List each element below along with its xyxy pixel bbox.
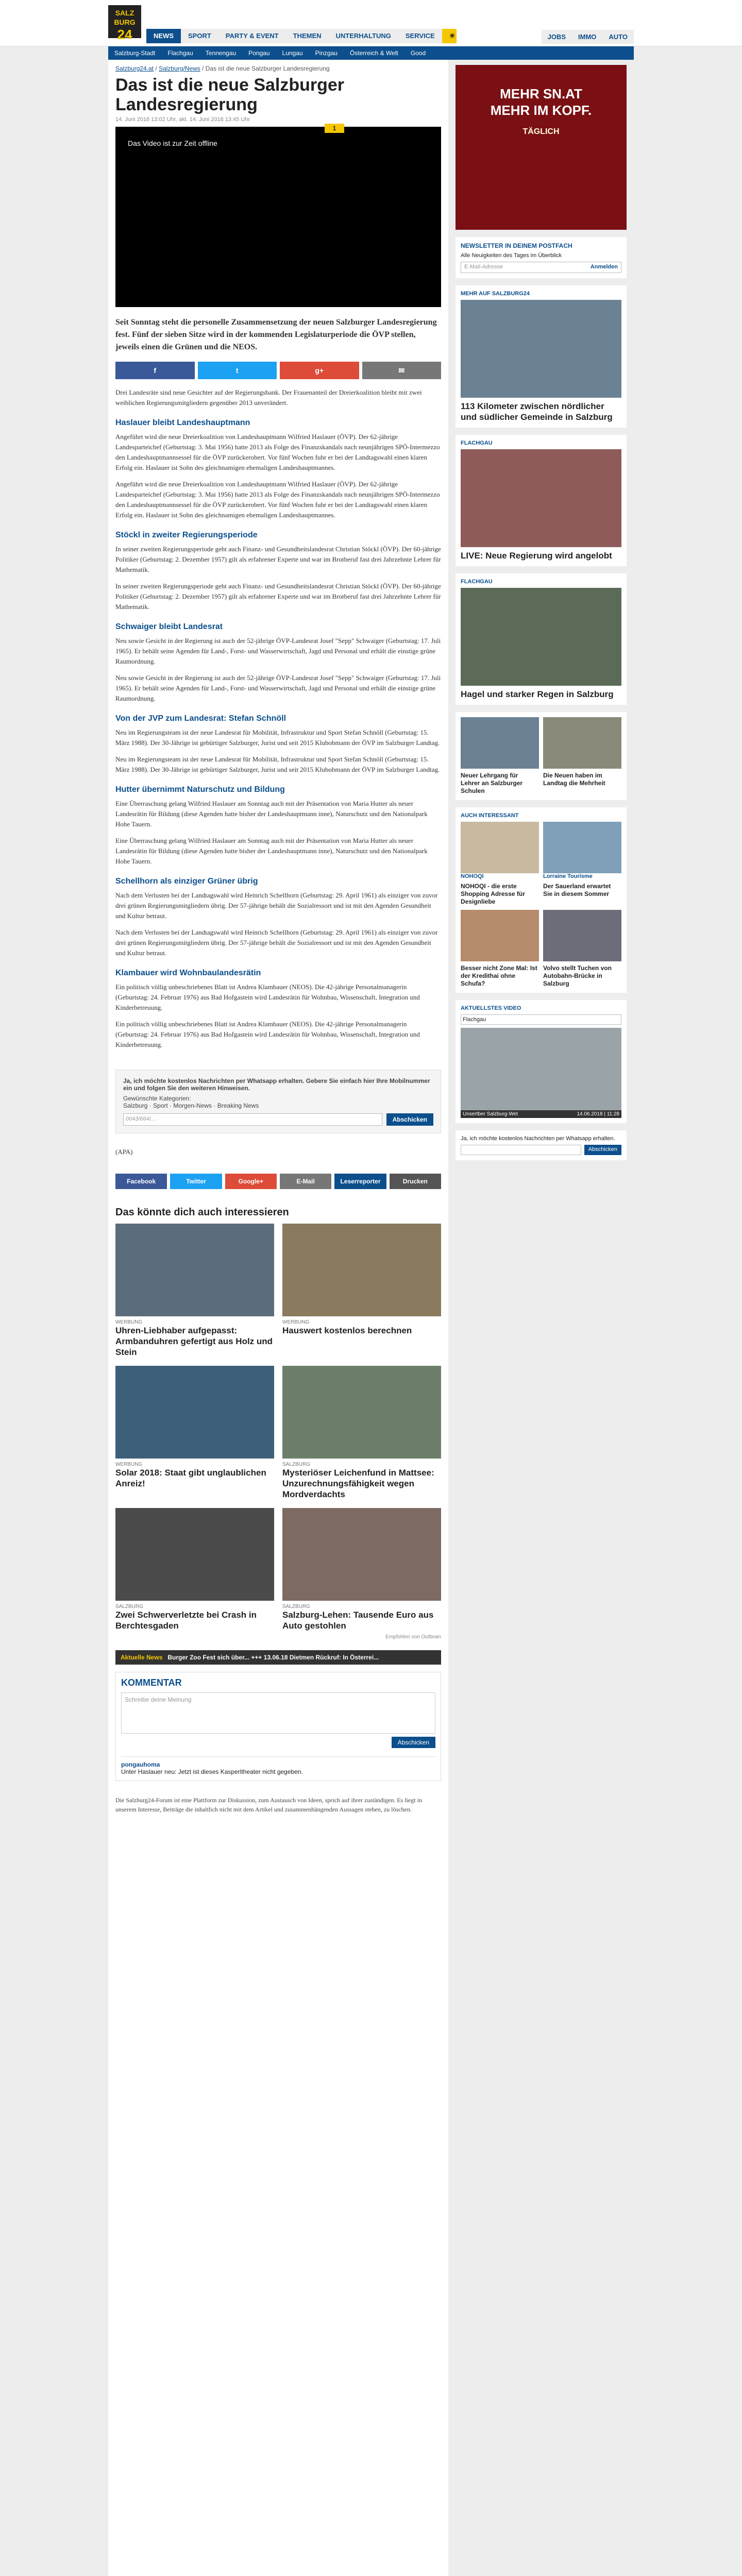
related-title: Zwei Schwerverletzte bei Crash in Berchtesgaden xyxy=(115,1610,257,1631)
related-card[interactable] xyxy=(282,1508,441,1631)
facebook-button[interactable]: Facebook xyxy=(115,1174,167,1189)
related-title: Hauswert kostenlos berechnen xyxy=(282,1326,412,1335)
teaser-label: MEHR AUF SALZBURG24 xyxy=(461,291,530,297)
related-card[interactable] xyxy=(115,1224,274,1358)
teaser-title: 113 Kilometer zwischen nördlicher und südlicher Gemeinde in Salzburg xyxy=(461,401,613,422)
interesting-box xyxy=(456,807,627,993)
whatsapp-title: Ja, ich möchte kostenlos Nachrichten per Whatsapp erhalten. Gebere Sie einfach hier Ihre Mobilnummer ein und folgen Sie den weiteren Hinweisen. xyxy=(123,1077,430,1092)
newsletter-text: Alle Neuigkeiten des Tages im Überblick xyxy=(461,252,562,259)
forum-footnote: Die Salzburg24-Forum ist eine Plattform zur Diskussion, zum Austausch von Ideen, sprich auf ihrer zuständigen. Es liegt in unserem Interesse, Beiträge die inhaltlich nicht mit dem Artikel und zusammenhängenden Aussagen stehen, zu löschen. xyxy=(115,1797,423,1813)
ad-image xyxy=(543,822,621,873)
teaser-title: Hagel und starker Regen in Salzburg xyxy=(461,689,614,699)
teaser-image xyxy=(461,300,621,398)
nav-auto[interactable]: AUTO xyxy=(602,30,634,44)
webcam-box xyxy=(456,1000,627,1123)
paragraph: Angeführt wird die neue Dreierkoalition von Landeshauptmann Wilfried Haslauer (ÖVP). Der 62-jährige Landesparteichef (Geburtstag: 3. Mai 1956) hatte 2013 als Folge des Finanzskandals nach neunjährigen SPÖ-Intermezzo den Landeshauptmannsessel für die ÖVP zurückerobert. Vor fünf Wochen fuhr er bei der Landtagswahl einen klaren Erfolg ein. Haslauer ist Sohn des gleichnamigen ehemaligen Landeshauptmannes. xyxy=(115,433,440,471)
related-card[interactable] xyxy=(115,1366,274,1500)
related-card[interactable] xyxy=(115,1508,274,1631)
sidebar-phone-input[interactable] xyxy=(461,1145,581,1155)
sidebar-teaser[interactable] xyxy=(456,435,627,566)
teaser-image xyxy=(543,717,621,769)
comment-count-badge[interactable]: 1 xyxy=(325,124,344,133)
related-category: WERBUNG xyxy=(115,1319,143,1325)
ad-line1: MEHR SN.AT xyxy=(500,86,582,101)
ad-card[interactable] xyxy=(461,910,539,988)
related-category: SALZBURG xyxy=(282,1604,310,1609)
comment-section xyxy=(115,1672,441,1781)
teaser-small[interactable] xyxy=(543,717,621,795)
whatsapp-cats[interactable]: Salzburg · Sport · Morgen-News · Breaking News xyxy=(123,1102,259,1109)
subnav-item[interactable]: Tennengau xyxy=(205,49,237,57)
sidebar-teaser-pair xyxy=(456,712,627,800)
sidebar-whatsapp xyxy=(456,1130,627,1160)
related-grid xyxy=(108,1224,448,1631)
sidebar-teaser[interactable] xyxy=(456,285,627,428)
related-image xyxy=(115,1366,274,1459)
related-category: WERBUNG xyxy=(115,1462,143,1467)
google-button[interactable]: Google+ xyxy=(225,1174,277,1189)
paragraph: Neu im Regierungsteam ist der neue Landesrat für Mobilität, Infrastruktur und Sport Stefan Schnöll (Geburtstag: 15. März 1988). Der 30-Jährige ist gebürtiger Salzburger, Jurist und seit 2015 Klubobmann der ÖVP im Salzburger Landtag. xyxy=(115,755,440,773)
ad-card[interactable] xyxy=(543,910,621,988)
paragraph: Eine Überraschung gelang Wilfried Haslauer am Sonntag auch mit der Präsentation von Maria Hutter als neuer Landesrätin für Bildung (diese Agenden hatte bisher der Landeshauptmann inne), Naturschutz und den Nationalpark Hohe Tauern. xyxy=(115,800,428,828)
nav-jobs[interactable]: JOBS xyxy=(542,30,572,44)
related-image xyxy=(115,1508,274,1601)
paragraph: Eine Überraschung gelang Wilfried Haslauer am Sonntag auch mit der Präsentation von Maria Hutter als neuer Landesrätin für Bildung (diese Agenden hatte bisher der Landeshauptmann inne), Naturschutz und den Nationalpark Hohe Tauern. xyxy=(115,837,428,865)
print-button[interactable]: Drucken xyxy=(390,1174,441,1189)
breadcrumb-section[interactable]: Salzburg/News xyxy=(159,65,200,72)
nav-unterhaltung[interactable]: UNTERHALTUNG xyxy=(335,32,391,40)
subnav-item[interactable]: Österreich & Welt xyxy=(349,49,398,57)
teaser-image xyxy=(461,588,621,686)
nav-party[interactable]: PARTY & EVENT xyxy=(225,32,279,40)
top-header xyxy=(0,0,742,46)
ad-line3: TÄGLICH xyxy=(522,127,560,136)
top-right-nav xyxy=(542,30,634,44)
logo-number: 24 xyxy=(117,27,132,42)
article-title: Das ist die neue Salzburger Landesregierung xyxy=(115,75,345,114)
subheading: Von der JVP zum Landesrat: Stefan Schnöll xyxy=(115,714,286,723)
share-bar xyxy=(108,359,448,382)
related-image xyxy=(282,1224,441,1316)
subheading: Haslauer bleibt Landeshauptmann xyxy=(115,418,250,427)
ad-text: Besser nicht Zone Mal: Ist der Kredithai ohne Schufa? xyxy=(461,964,537,987)
ad-image xyxy=(543,910,621,961)
related-image xyxy=(282,1366,441,1459)
leserreporter-button[interactable]: Leserreporter xyxy=(334,1174,386,1189)
teaser-title: LIVE: Neue Regierung wird angelobt xyxy=(461,551,612,561)
subnav-item[interactable]: Pinzgau xyxy=(315,49,338,57)
mail-share-button[interactable]: ✉ xyxy=(362,362,442,379)
related-image xyxy=(115,1224,274,1316)
paragraph: Angeführt wird die neue Dreierkoalition von Landeshauptmann Wilfried Haslauer (ÖVP). Der 62-jährige Landesparteichef (Geburtstag: 3. Mai 1956) hatte 2013 als Folge des Finanzskandals nach neunjährigen SPÖ-Intermezzo den Landeshauptmannsessel für die ÖVP zurückerobert. Vor fünf Wochen fuhr er bei der Landtagswahl einen klaren Erfolg ein. Haslauer ist Sohn des gleichnamigen ehemaligen Landeshauptmannes. xyxy=(115,480,440,519)
related-title: Salzburg-Lehen: Tausende Euro aus Auto gestohlen xyxy=(282,1610,434,1631)
ad-text: NOHOQI - die erste Shopping Adresse für Designliebe xyxy=(461,883,525,905)
article-source xyxy=(108,1142,448,1168)
subheading: Hutter übernimmt Naturschutz und Bildung xyxy=(115,785,285,794)
newsletter-placeholder: E-Mail-Adresse xyxy=(464,264,503,270)
ad-line2: MEHR IM KOPF. xyxy=(490,103,592,118)
main-nav xyxy=(146,29,457,43)
ad-image xyxy=(461,910,539,961)
subnav-item[interactable]: Flachgau xyxy=(167,49,193,57)
webcam-title: AKTUELLSTES VIDEO xyxy=(461,1005,521,1011)
webcam-select[interactable]: Flachgau xyxy=(461,1014,621,1025)
whatsapp-cats-label: Gewünschte Kategorien: xyxy=(123,1095,191,1102)
subheading: Schwaiger bleibt Landesrat xyxy=(115,622,223,631)
newsletter-title: NEWSLETTER IN DEINEM POSTFACH xyxy=(461,242,572,249)
ticker-label: Aktuelle News xyxy=(121,1654,163,1661)
subheading: Schellhorn als einziger Grüner übrig xyxy=(115,877,258,886)
paragraph: Nach dem Verlusten bei der Landtagswahl wird Heinrich Schellhorn (Geburtstag: 29. April 1961) als einziger von zuvor drei grünen Regierungsmitgliedern übrig. Der 57-jährige behält die Sozialressort und ist mit den Agenden Gesundheit und Kultur betraut. xyxy=(115,928,438,957)
breadcrumb-home[interactable]: Salzburg24.at xyxy=(115,65,154,72)
google-share-button[interactable]: g+ xyxy=(280,362,359,379)
sidebar-whatsapp-button[interactable]: Abschicken xyxy=(584,1145,621,1155)
nav-themen[interactable]: THEMEN xyxy=(293,32,322,40)
teaser-label: FLACHGAU xyxy=(461,440,493,446)
comment-textarea[interactable]: Schreibe deine Meinung xyxy=(121,1692,435,1734)
related-heading: Das könnte dich auch interessieren xyxy=(115,1207,289,1218)
teaser-small[interactable] xyxy=(461,717,539,795)
breadcrumb: Salzburg24.at / Salzburg/News / Das ist die neue Salzburger Landesregierung xyxy=(115,65,330,72)
paragraph: Neu im Regierungsteam ist der neue Landesrat für Mobilität, Infrastruktur und Sport Stefan Schnöll (Geburtstag: 15. März 1988). Der 30-Jährige ist gebürtiger Salzburger, Jurist und seit 2015 Klubobmann der ÖVP im Salzburger Landtag. xyxy=(115,728,440,747)
outbrain-credit[interactable]: Empfohlen von Outbrain xyxy=(385,1634,441,1640)
related-card[interactable] xyxy=(282,1366,441,1500)
video-offline-text: Das Video ist zur Zeit offline xyxy=(128,139,217,147)
ad-brand: Lorraine Tourisme xyxy=(543,873,593,879)
related-category: WERBUNG xyxy=(282,1319,310,1325)
comment-text: Unter Haslauer neu: Jetzt ist dieses Kasperltheater nicht gegeben. xyxy=(121,1768,303,1775)
twitter-share-button[interactable]: t xyxy=(198,362,277,379)
nav-news[interactable]: NEWS xyxy=(146,29,181,43)
ad-card[interactable] xyxy=(543,822,621,906)
sidebar-teaser[interactable] xyxy=(456,573,627,705)
related-title: Uhren-Liebhaber aufgepasst: Armbanduhren gefertigt aus Holz und Stein xyxy=(115,1326,273,1357)
sidebar-whatsapp-title: Ja, ich möchte kostenlos Nachrichten per Whatsapp erhalten. xyxy=(461,1136,615,1142)
interesting-label: AUCH INTERESSANT xyxy=(461,812,519,819)
sidebar xyxy=(448,60,634,2576)
newsletter-box xyxy=(456,237,627,278)
whatsapp-signup xyxy=(115,1070,441,1133)
article-column xyxy=(108,60,448,2576)
subnav-item[interactable]: Lungau xyxy=(282,49,303,57)
webcam-caption: Unsertber Salzburg-Wet xyxy=(463,1111,518,1117)
bottom-share-bar xyxy=(108,1168,448,1194)
paragraph: Drei Landesräte sind neue Gesichter auf der Regierungsbank. Der Frauenanteil der Dreierkoalition bleibt mit zwei weiblichen Regierungsmitgliedern gegenüber 2013 unverändert. xyxy=(115,388,422,406)
site-logo[interactable] xyxy=(108,5,141,42)
facebook-share-button[interactable]: f xyxy=(115,362,195,379)
teaser-image xyxy=(461,717,539,769)
webcam-image[interactable] xyxy=(461,1028,621,1110)
teaser-label: FLACHGAU xyxy=(461,579,493,585)
twitter-button[interactable]: Twitter xyxy=(170,1174,222,1189)
ad-card[interactable] xyxy=(461,822,539,906)
content-wrapper xyxy=(108,60,634,2576)
newsletter-submit-button[interactable]: Anmelden xyxy=(590,264,618,270)
comment-submit-button[interactable]: Abschicken xyxy=(392,1737,435,1748)
article-lead: Seit Sonntag steht die personelle Zusammensetzung der neuen Salzburger Landesregierung fest. Fünf der sieben Sitze wird in der kommenden Legislaturperiode die ÖVP stellen, jeweils einen die Grünen und die NEOS. xyxy=(115,318,437,351)
article-meta: 14. Juni 2018 13:02 Uhr, akt. 14. Juni 2018 13:45 Uhr xyxy=(115,116,250,123)
logo-text: SALZ BURG xyxy=(114,9,136,26)
related-category: SALZBURG xyxy=(115,1604,143,1609)
newsletter-email-input[interactable] xyxy=(461,262,621,273)
video-player[interactable] xyxy=(115,127,441,307)
ticker-text: Burger Zoo Fest sich über... +++ 13.06.18 Dietmen Rückruf: In Österrei... xyxy=(167,1654,379,1661)
related-image xyxy=(282,1508,441,1601)
paragraph: Ein politisch völlig unbeschriebenes Blatt ist Andrea Klambauer (NEOS). Die 42-jährige Personalmanagerin (Geburtstag: 24. Februar 1976) aus Bad Hofgastein wird Landesrätin für Wohnbau, Wissenschaft, Integration und Kinderbetreuung. xyxy=(115,983,420,1011)
nav-service[interactable]: SERVICE xyxy=(405,32,435,40)
paragraph: Neu sowie Gesicht in der Regierung ist auch der 52-jährige ÖVP-Landesrat Josef "Sepp" Schwaiger (Geburtstag: 17. Juli 1965). Er behält seine Agenden für Land-, Forst- und Wasserwirtschaft, Jagd und Personal und erhält die einstige grüne Raumordnung. xyxy=(115,674,441,702)
teaser-title: Neuer Lehrgang für Lehrer an Salzburger Schulen xyxy=(461,772,523,794)
paragraph: Neu sowie Gesicht in der Regierung ist auch der 52-jährige ÖVP-Landesrat Josef "Sepp" Schwaiger (Geburtstag: 17. Juli 1965). Er behält seine Agenden für Land-, Forst- und Wasserwirtschaft, Jagd und Personal und erhält die einstige grüne Raumordnung. xyxy=(115,637,441,665)
article-body xyxy=(108,382,448,1061)
whatsapp-submit-button[interactable]: Abschicken xyxy=(386,1113,433,1126)
whatsapp-form xyxy=(123,1113,433,1126)
ad-image xyxy=(461,822,539,873)
subheading: Stöckl in zweiter Regierungsperiode xyxy=(115,531,258,539)
ad-text: Volvo stellt Tuchen von Autobahn-Brücke in Salzburg xyxy=(543,964,612,987)
subnav-item[interactable]: Pongau xyxy=(248,49,270,57)
teaser-title: Die Neuen haben im Landtag die Mehrheit xyxy=(543,772,605,787)
comment-heading: KOMMENTAR xyxy=(121,1677,182,1688)
email-button[interactable]: E-Mail xyxy=(280,1174,331,1189)
teaser-image xyxy=(461,449,621,547)
nav-immo[interactable]: IMMO xyxy=(572,30,602,44)
related-title: Solar 2018: Staat gibt unglaublichen Anreiz! xyxy=(115,1468,266,1488)
sidebar-ad[interactable] xyxy=(456,65,627,230)
webcam-time: 14.06.2018 | 11:28 xyxy=(577,1111,619,1117)
news-ticker[interactable] xyxy=(115,1650,441,1665)
paragraph: In seiner zweiten Regierungsperiode geht auch Finanz- und Gesundheitslandesrat Christian Stöckl (ÖVP). Der 60-jährige Politiker (Geburtstag: 2. Dezember 1957) gilt als erfahrener Experte und war im Brotberuf fast drei Jahrzehnte Lehrer für Mathematik. xyxy=(115,545,441,573)
sub-nav xyxy=(108,46,634,60)
related-category: SALZBURG xyxy=(282,1462,310,1467)
ad-brand: NOHOQI xyxy=(461,873,484,879)
comment-user[interactable]: pongauhoma xyxy=(121,1761,160,1768)
paragraph: Ein politisch völlig unbeschriebenes Blatt ist Andrea Klambauer (NEOS). Die 42-jährige Personalmanagerin (Geburtstag: 24. Februar 1976) aus Bad Hofgastein wird Landesrätin für Wohnbau, Wissenschaft, Integration und Kinderbetreuung. xyxy=(115,1020,420,1048)
related-card[interactable] xyxy=(282,1224,441,1358)
nav-sport[interactable]: SPORT xyxy=(188,32,211,40)
paragraph: Nach dem Verlusten bei der Landtagswahl wird Heinrich Schellhorn (Geburtstag: 29. April 1961) als einziger von zuvor drei grünen Regierungsmitgliedern übrig. Der 57-jährige behält die Sozialressort und ist mit den Agenden Gesundheit und Kultur betraut. xyxy=(115,891,438,920)
subnav-item[interactable]: Good xyxy=(410,49,426,57)
subnav-item[interactable]: Salzburg-Stadt xyxy=(114,49,156,57)
ad-text: Der Sauerland erwartet Sie in diesem Sommer xyxy=(543,883,611,897)
weather-icon[interactable]: ☀ xyxy=(442,29,457,43)
comment-item xyxy=(121,1756,435,1775)
source-text: (APA) xyxy=(115,1148,133,1156)
subheading: Klambauer wird Wohnbaulandesrätin xyxy=(115,969,261,977)
related-title: Mysteriöser Leichenfund in Mattsee: Unzurechnungsfähigkeit wegen Mordverdachts xyxy=(282,1468,434,1499)
paragraph: In seiner zweiten Regierungsperiode geht auch Finanz- und Gesundheitslandesrat Christian Stöckl (ÖVP). Der 60-jährige Politiker (Geburtstag: 2. Dezember 1957) gilt als erfahrener Experte und war im Brotberuf fast drei Jahrzehnte Lehrer für Mathematik. xyxy=(115,582,441,611)
breadcrumb-current: Das ist die neue Salzburger Landesregierung xyxy=(205,65,330,72)
phone-input[interactable]: 0043/664/... xyxy=(123,1113,382,1126)
